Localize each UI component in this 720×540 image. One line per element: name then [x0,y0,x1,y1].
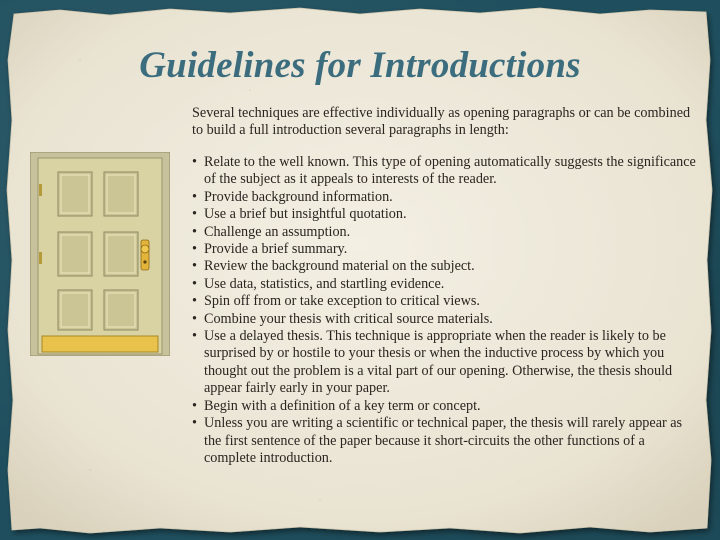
list-item-text: Challenge an assumption. [204,223,351,240]
bullet-marker: • [192,275,197,292]
bullet-marker: • [192,223,197,240]
list-item [192,328,697,398]
list-item [192,311,697,328]
technique-list [192,154,697,467]
page-title: Guidelines for Introductions [139,45,581,86]
bullet-marker: • [192,310,197,327]
list-item-text: Provide background information. [204,188,393,205]
door-icon [30,152,170,356]
list-item-text: Unless you are writing a scientific or technical paper, the thesis will rarely appear as the first sentence of the paper because it short-circuits the other functions of a complete introduction. [204,415,683,466]
list-item [192,398,697,415]
list-item-text: Begin with a definition of a key term or concept. [204,397,481,414]
bullet-marker: • [192,188,197,205]
list-item [192,206,697,223]
list-item-text: Use a delayed thesis. This technique is appropriate when the reader is likely to be surprised by or hostile to your thesis or when the inductive process by which you thought out the problem is a vital part of our opening. Otherwise, the thesis should appear fairly early in your paper. [204,328,673,397]
list-item [192,258,697,275]
list-item [192,154,697,189]
list-item [192,189,697,206]
list-item-text: Spin off from or take exception to critical views. [204,293,480,310]
list-item-text: Combine your thesis with critical source materials. [204,310,493,327]
bullet-marker: • [192,397,197,414]
list-item-text: Use a brief but insightful quotation. [204,206,407,223]
bullet-marker: • [192,415,197,432]
list-item [192,293,697,310]
list-item-text: Relate to the well known. This type of opening automatically suggests the significance of the subject as it appeals to interests of the reader. [204,154,696,188]
bullet-marker: • [192,258,197,275]
list-item-text: Provide a brief summary. [204,241,348,258]
list-item [192,276,697,293]
intro-paragraph: Several techniques are effective individually as opening paragraphs or can be combined to build a full introduction several paragraphs in length: [192,105,691,138]
bullet-marker: • [192,328,197,345]
bullet-marker: • [192,293,197,310]
bullet-marker: • [192,206,197,223]
bullet-marker: • [192,241,197,258]
list-item [192,224,697,241]
list-item-text: Review the background material on the subject. [204,258,475,275]
list-item [192,415,697,467]
list-item-text: Use data, statistics, and startling evidence. [204,275,445,292]
bullet-marker: • [192,154,197,170]
list-item [192,241,697,258]
